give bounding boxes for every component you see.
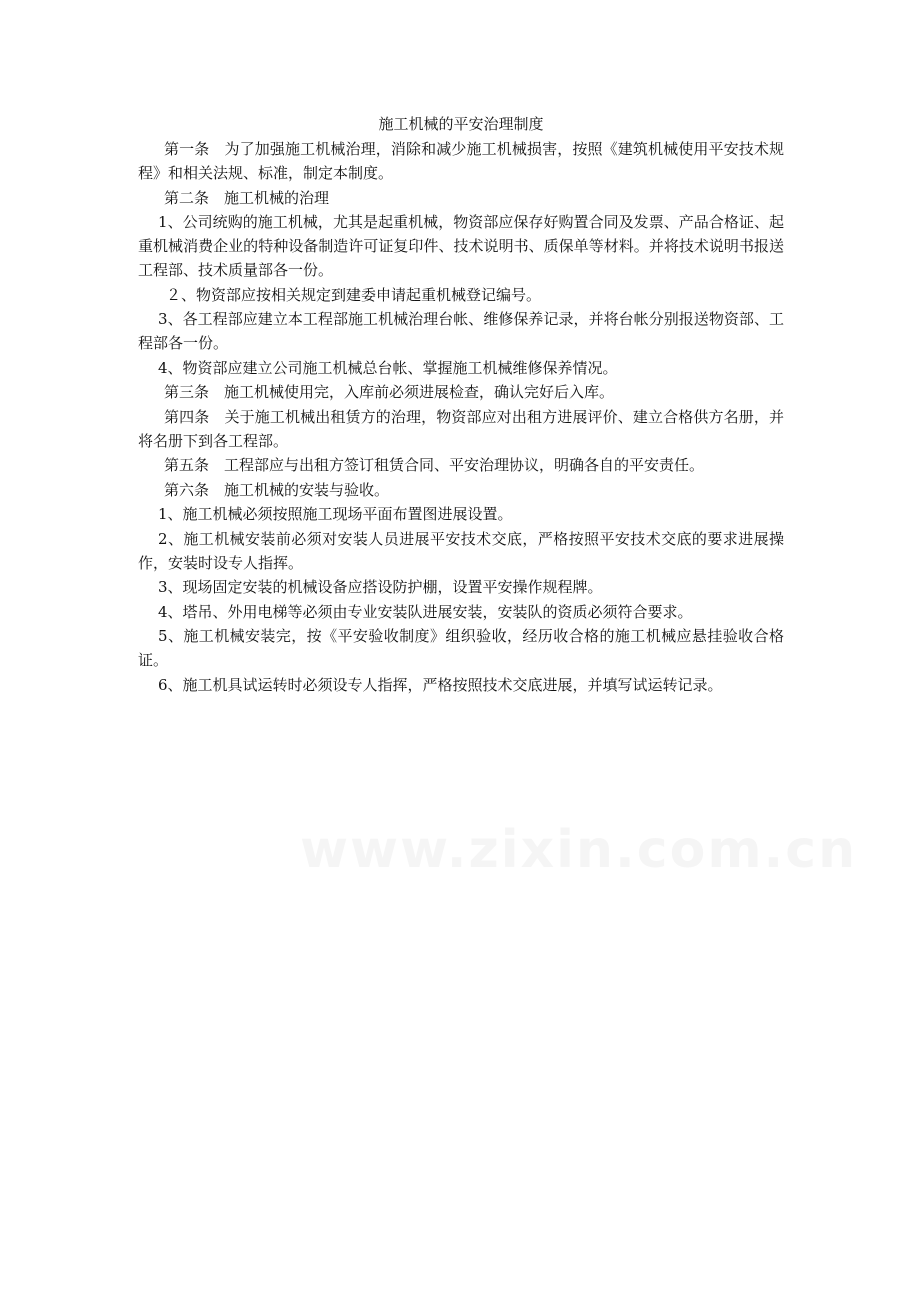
document-title: 施工机械的平安治理制度 xyxy=(378,115,544,133)
article-2-item-3: 3、各工程部应建立本工程部施工机械治理台帐、维修保养记录，并将台帐分别报送物资部、工程部各一份。 xyxy=(138,310,784,352)
article-2-heading: 第二条 施工机械的治理 xyxy=(164,188,330,207)
article-6-item-6: 6、施工机具试运转时必须设专人指挥，严格按照技术交底进展，并填写试运转记录。 xyxy=(158,675,723,694)
article-6-item-5: 5、施工机械安装完，按《平安验收制度》组织验收，经历收合格的施工机械应悬挂验收合格证。 xyxy=(138,627,784,669)
article-6-heading: 第六条 施工机械的安装与验收。 xyxy=(164,480,390,499)
article-3: 第三条 施工机械使用完，入库前必须进展检查，确认完好后入库。 xyxy=(164,383,615,401)
article-6-item-4: 4、塔吊、外用电梯等必须由专业安装队进展安装，安装队的资质必须符合要求。 xyxy=(158,602,693,621)
watermark: www.zixin.com.cn xyxy=(300,820,858,880)
article-4: 第四条 关于施工机械出租赁方的治理，物资部应对出租方进展评价、建立合格供方名册，并将名册下到各工程部。 xyxy=(138,407,784,450)
article-5: 第五条 工程部应与出租方签订租赁合同、平安治理协议，明确各自的平安责任。 xyxy=(164,456,705,474)
article-2-item-2: ２、物资部应按相关规定到建委申请起重机械登记编号。 xyxy=(166,285,542,304)
document-page xyxy=(138,112,784,697)
article-6-item-2: 2、施工机械安装前必须对安装人员进展平安技术交底，严格按照平安技术交底的要求进展操作，安装时设专人指挥。 xyxy=(138,529,784,572)
article-2-item-1: 1、公司统购的施工机械，尤其是起重机械，物资部应保存好购置合同及发票、产品合格证、起重机械消费企业的特种设备制造许可证复印件、技术说明书、质保单等材料。并将技术说明书报送工程部、技术质量部各一份。 xyxy=(138,213,784,279)
article-1: 第一条 为了加强施工机械治理，消除和减少施工机械损害，按照《建筑机械使用平安技术规程》和相关法规、标准，制定本制度。 xyxy=(138,140,784,182)
article-2-item-4: 4、物资部应建立公司施工机械总台帐、掌握施工机械维修保养情况。 xyxy=(158,358,618,377)
article-6-item-3: 3、现场固定安装的机械设备应搭设防护棚，设置平安操作规程牌。 xyxy=(158,578,603,596)
article-6-item-1: 1、施工机械必须按照施工现场平面布置图进展设置。 xyxy=(158,505,513,523)
